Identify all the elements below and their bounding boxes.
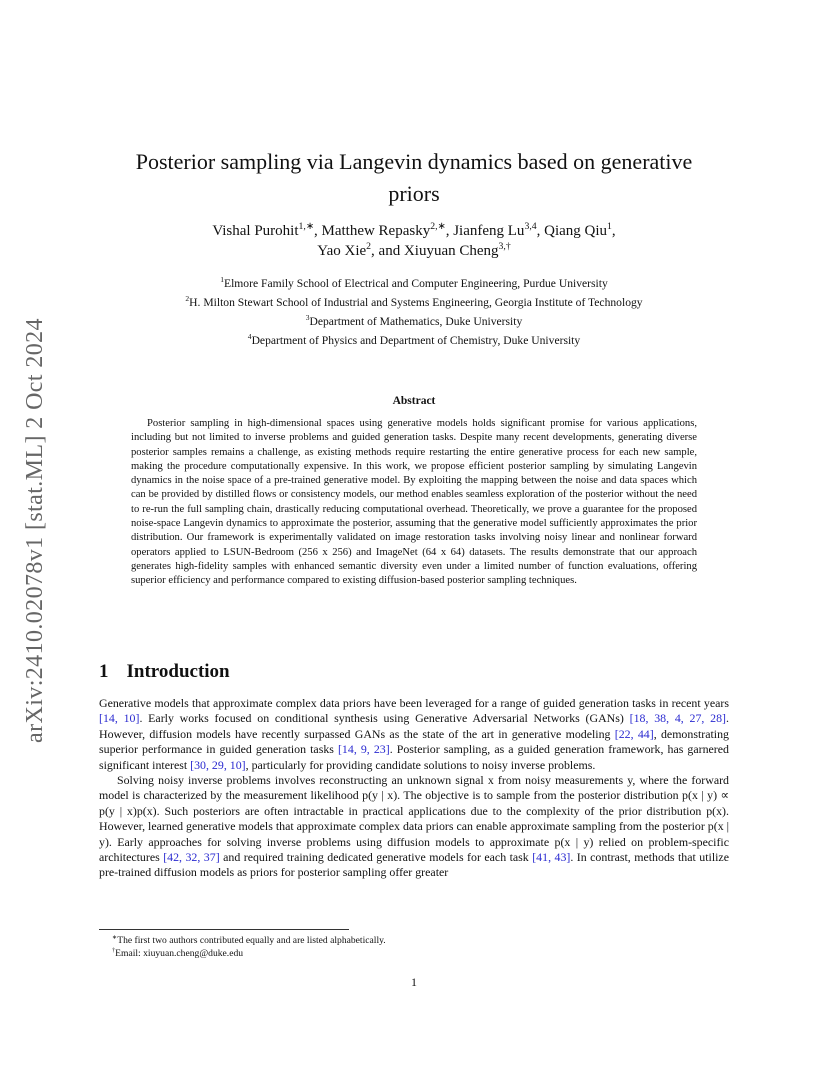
author-affil-mark: 2,∗ [430, 221, 446, 232]
footnote: ∗The first two authors contributed equally and are listed alphabetically. [112, 933, 386, 946]
affiliation: $^1$Elmore Family School of Electrical and Computer Engineering, Purdue University [220, 275, 608, 290]
author-affil-mark: 3,† [498, 241, 511, 252]
paper-title: Posterior sampling via Langevin dynamics based on generative priors [135, 149, 693, 206]
author-list: Vishal Purohit$^{1,∗}$, Matthew Repasky$^{2,∗}$, Jianfeng Lu$^{3,4}$, Qiang Qiu$^1$, Yao Xie$^2$, and Xiuyuan Cheng$^{3,\dagger}$ [212, 221, 616, 259]
page-number: 1 [411, 975, 417, 989]
paragraph: Generative models that approximate complex data priors have been leveraged for a range of guided generation tasks in recent years [14, 10]. Early works focused on conditional synthesis using Generative Adversarial Networks (GANs) [18, 38, 4, 27, 28]. However, diffusion models have recently surpassed GANs as the state of the art in generative modeling [22, 44], demonstrating superior performance in guided generation tasks [14, 9, 23]. Posterior sampling, as a guided generation framework, has garnered significant interest [30, 29, 10], particularly for providing candidate solutions to noisy inverse problems. [99, 696, 729, 772]
arxiv-sidebar-stamp [6, 290, 64, 770]
section-title: Introduction [126, 661, 230, 682]
citation-link[interactable]: [14, 9, 23] [337, 742, 390, 757]
author-affil-mark: 2 [366, 241, 372, 252]
author-name: Jianfeng Lu [453, 223, 525, 239]
affiliation: $^3$Department of Mathematics, Duke University [305, 313, 523, 328]
section-number: 1 [99, 661, 109, 682]
footnote: †Email: xiuyuan.cheng@duke.edu [112, 946, 244, 959]
author-name: Yao Xie [317, 243, 367, 259]
citation-link[interactable]: [41, 43] [532, 850, 571, 865]
footnote-divider [99, 929, 349, 930]
citation-link[interactable]: [30, 29, 10] [190, 757, 246, 772]
arxiv-identifier: arXiv:2410.02078v1 [stat.ML] 2 Oct 2024 [21, 317, 48, 743]
citation-link[interactable]: [22, 44] [614, 726, 654, 741]
citation-link[interactable]: [18, 38, 4, 27, 28] [629, 711, 726, 726]
author-affil-mark: 1 [607, 221, 612, 232]
author-name: Vishal Purohit [212, 223, 299, 239]
author-affil-mark: 1,∗ [298, 221, 314, 232]
section-heading [99, 661, 230, 683]
author-affil-mark: 3,4 [524, 221, 537, 232]
affiliation: $^2$H. Milton Stewart School of Industrial and Systems Engineering, Georgia Institute of Technology [185, 294, 643, 309]
abstract-heading: Abstract [392, 395, 436, 407]
author-name: Xiuyuan Cheng [403, 243, 499, 259]
paragraph: Solving noisy inverse problems involves reconstructing an unknown signal x from noisy measurements y, where the forward model is characterized by the measurement likelihood p(y | x). The objective is to sample from the posterior distribution p(x | y) ∝ p(y | x)p(x). Such posteriors are often intractable in practical applications due to the complexity of the prior distribution p(x). However, learned generative models that approximate complex data priors can enable approximate sampling from the posterior p(x | y). Early approaches for solving inverse problems using diffusion models to approximate p(x | y) relied on problem-specific architectures [42, 32, 37] and required training dedicated generative models for each task [41, 43]. In contrast, methods that utilize pre-trained diffusion models as priors for posterior sampling offer greater [99, 773, 729, 880]
author-name: Matthew Repasky [321, 223, 431, 239]
footnotes [112, 934, 386, 960]
author-name: Qiang Qiu [544, 223, 608, 239]
citation-link[interactable]: [14, 10] [99, 711, 140, 726]
affiliation: $^4$Department of Physics and Department of Chemistry, Duke University [247, 332, 581, 347]
affiliation-list [110, 274, 718, 350]
abstract-text: Posterior sampling in high-dimensional spaces using generative models holds significant promise for various applications, including but not limited to inverse problems and guided generation tasks. Despite many recent developments, generating diverse posterior samples remains a challenge, as existing methods require restarting the entire generative process for each new sample, making the procedure computationally expensive. In this work, we propose efficient posterior sampling by simulating Langevin dynamics in the noise space of a pre-trained generative model. By exploiting the mapping between the noise and data spaces which can be provided by distilled flows or consistency models, our method enables seamless exploration of the posterior without the need to re-run the full sampling chain, drastically reducing computational overhead. Theoretically, we prove a guarantee for the proposed noise-space Langevin dynamics to approximate the posterior, assuming that the generative model sufficiently approximates the prior distribution. Our framework is experimentally validated on image restoration tasks involving noisy linear and nonlinear forward operators applied to LSUN-Bedroom (256 x 256) and ImageNet (64 x 64) datasets. The results demonstrate that our approach generates high-fidelity samples with enhanced semantic diversity even under a limited number of function evaluations, offering superior efficiency and performance compared to existing diffusion-based posterior sampling techniques. [131, 418, 697, 587]
citation-link[interactable]: [42, 32, 37] [163, 850, 220, 865]
body-text [99, 696, 729, 881]
